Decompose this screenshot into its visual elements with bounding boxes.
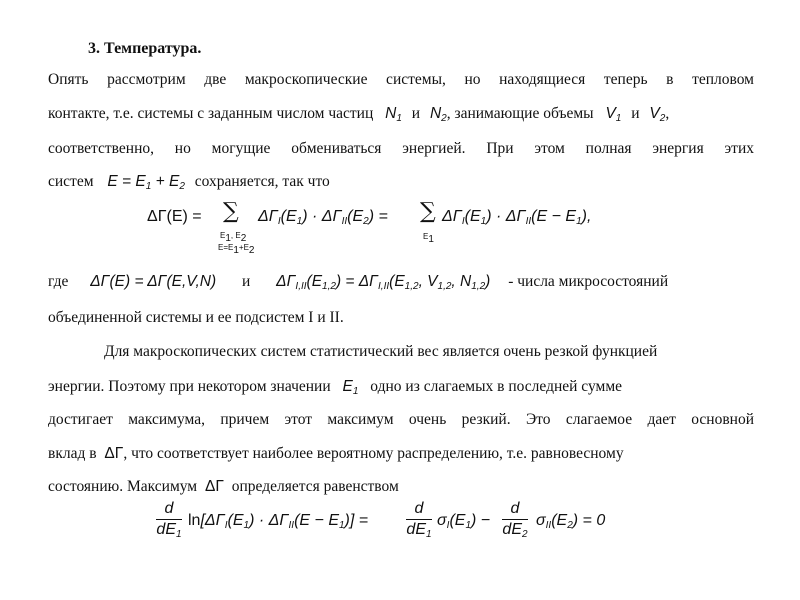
united-system-line: объединенной системы и ее подсистем I и II. — [48, 309, 344, 326]
v1-symbol: $V_1$ — [605, 105, 622, 124]
and-word-2: и — [631, 105, 640, 122]
delta-gamma-2: ΔΓ — [205, 478, 224, 495]
para1-line4-text: систем — [48, 173, 94, 190]
para2-line5 — [48, 477, 754, 497]
sigma-ii-term: $\sigma_{II}(E_2) = 0$ — [536, 512, 606, 531]
v2-symbol: $V_2$ — [649, 105, 666, 124]
para1-line4-tail: сохраняется, так что — [194, 173, 330, 190]
para2-line2-text: энергии. Поэтому при некотором значении — [48, 378, 331, 395]
derivative-frac-3: d $dE_2$ — [502, 500, 528, 540]
sum2-limits: $E_1$ — [423, 232, 434, 245]
where-formula-1: ΔΓ(E) = ΔΓ(E,V,N) — [90, 273, 217, 290]
sum1-limits-top: $E_1$, $E_2$ — [220, 231, 247, 244]
derivative-frac-1: d $dE_1$ — [156, 500, 182, 540]
where-word: где — [48, 273, 69, 290]
derivative-frac-2: d $dE_1$ — [406, 500, 432, 540]
para1-line2-tail: , занимающие объемы — [446, 105, 594, 122]
para1-line2-text: контакте, т.е. системы с заданным числом частиц — [48, 105, 374, 122]
para1-line2: контакте, т.е. системы с заданным числом частиц $N_1$ и $N_2$, занимающие объемы $V_1$ и $V_2$, — [48, 105, 670, 124]
delta-gamma-1: ΔΓ — [104, 445, 124, 462]
where-and: и — [242, 273, 251, 290]
para2-line4-text: вклад в — [48, 445, 97, 462]
formula1-term2: $\Delta\Gamma_I(E_1) \cdot \Delta\Gamma_{II}(E - E_1)$, — [442, 208, 592, 227]
para2-line1: Для макроскопических систем статистический вес является очень резкой функцией — [104, 343, 658, 360]
where-formula-2: $\Delta\Gamma_{I,II}(E_{1,2}) = \Delta\Gamma_{I,II}(E_{1,2}$, $V_{1,2}$, $N_{1,2}$) — [276, 273, 491, 292]
energy-equation: $E = E_1 + E_2$ — [107, 173, 185, 192]
para1-line4 — [48, 172, 754, 197]
sum-symbol-1: ∑ — [223, 199, 239, 224]
para2-line5-text: состоянию. Максимум — [48, 478, 198, 495]
n2-symbol: $N_2$ — [429, 105, 447, 124]
para2-line5-tail: определяется равенством — [231, 478, 399, 495]
where-tail: - числа микросостояний — [508, 273, 669, 290]
para2-line4-tail: , что соответствует наиболее вероятному распределению, т.е. равновесному — [123, 445, 624, 462]
para2-line3: достигает максимума, причем этот максимум очень резкий. Это слагаемое дает основной — [48, 411, 754, 428]
para2-line2 — [48, 377, 754, 402]
para2-line2-tail: одно из слагаемых в последней сумме — [370, 378, 623, 395]
e1-symbol: $E_1$ — [342, 378, 359, 397]
n1-symbol: $N_1$ — [385, 105, 402, 124]
para1-line3: соответственно, но могущие обмениваться энергией. При этом полная энергия этих — [48, 140, 754, 157]
formula1-term1: $\Delta\Gamma_I(E_1) \cdot \Delta\Gamma_{II}(E_2)$ = — [258, 208, 388, 227]
where-line — [48, 272, 754, 297]
section-heading: 3. Температура. — [88, 40, 202, 57]
para1-line1: Опять рассмотрим две макроскопические системы, но находящиеся теперь в тепловом — [48, 71, 754, 88]
sigma-i-term: $\sigma_I(E_1)$ − — [437, 512, 491, 531]
and-word-1: и — [411, 105, 421, 122]
formula1-lhs: ΔΓ(E) = — [147, 208, 202, 225]
sum-symbol-2: ∑ — [420, 199, 436, 224]
formula2-ln-term: $\ln[\Delta\Gamma_I(E_1) \cdot \Delta\Gamma_{II}(E - E_1)]$ = — [188, 512, 369, 531]
para2-line4 — [48, 444, 754, 464]
sum1-limits-bottom: $E=E_1+E_2$ — [218, 243, 255, 256]
